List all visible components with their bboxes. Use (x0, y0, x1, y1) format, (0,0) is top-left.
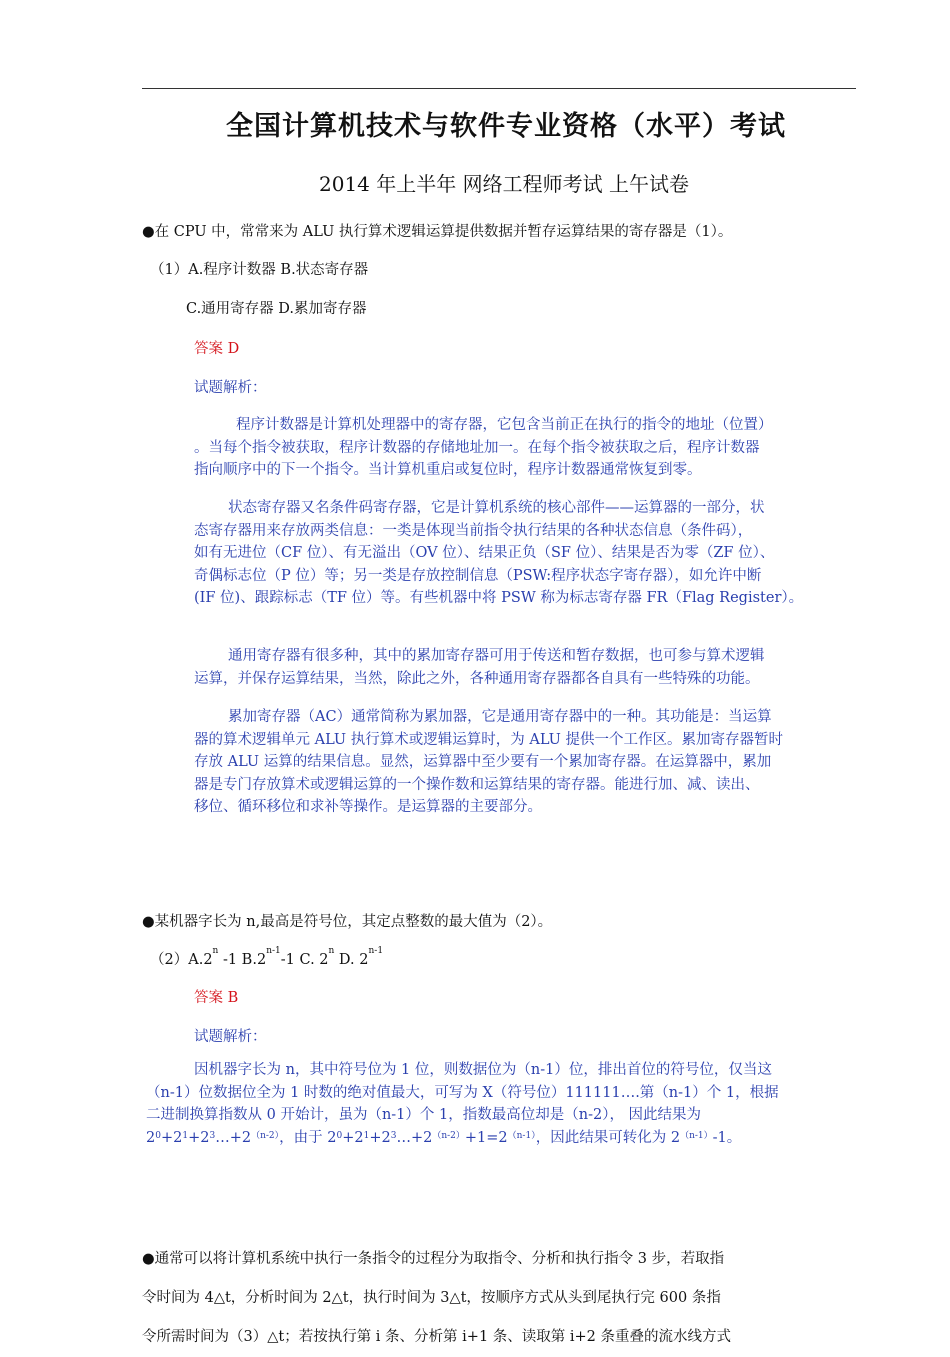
analysis-line: 如有无进位（CF 位）、有无溢出（OV 位）、结果正负（SF 位）、结果是否为零（ZF 位）、 (194, 545, 775, 561)
analysis-line: 运算，并保存运算结果，当然，除此之外，各种通用寄存器都各自具有一些特殊的功能。 (194, 670, 760, 687)
analysis-line: 二进制换算指数从 0 开始计，虽为（n-1）个 1，指数最高位却是（n-2）， 因此结果为 (146, 1107, 702, 1123)
analysis-line: （n-1）位数据位全为 1 时数的绝对值最大，可写为 X（符号位）111111….第（n-1）个 1，根据 (146, 1084, 779, 1101)
exam-subtitle: 2014 年上半年 网络工程师考试 上午试卷 (319, 172, 689, 196)
analysis-line: 通用寄存器有很多种，其中的累加寄存器可用于传送和暂存数据，也可参与算术逻辑 (228, 648, 765, 664)
analysis-line: 移位、循环移位和求补等操作。是运算器的主要部分。 (194, 799, 542, 815)
question-1-stem: ●在 CPU 中，常常来为 ALU 执行算术逻辑运算提供数据并暂存运算结果的寄存器是（1）。 (142, 224, 733, 240)
analysis-line: 器是专门存放算术或逻辑运算的一个操作数和运算结果的寄存器。能进行加、减、读出、 (194, 776, 760, 793)
analysis-line: 态寄存器用来存放两类信息：一类是体现当前指令执行结果的各种状态信息（条件码）， (194, 522, 753, 539)
question-1-analysis-status (194, 497, 803, 610)
analysis-line: 指向顺序中的下一个指令。当计算机重启或复位时，程序计数器通常恢复到零。 (194, 462, 702, 478)
analysis-line: 器的算术逻辑单元 ALU 执行算术或逻辑运算时，为 ALU 提供一个工作区。累加寄存器暂时 (194, 731, 783, 748)
question-1-options-ab: （1）A.程序计数器 B.状态寄存器 (150, 262, 369, 278)
question-1-analysis-pc (194, 414, 773, 482)
header-rule (142, 88, 856, 89)
question-line: ●通常可以将计算机系统中执行一条指令的过程分为取指令、分析和执行指令 3 步，若取指 (142, 1251, 725, 1267)
question-1-analysis-label: 试题解析： (194, 380, 267, 396)
question-1-analysis-general (194, 645, 765, 690)
analysis-line: 。当每个指令被获取，程序计数器的存储地址加一。在每个指令被获取之后，程序计数器 (194, 439, 760, 456)
analysis-line: 程序计数器是计算机处理器中的寄存器，它包含当前正在执行的指令的地址（位置） (236, 417, 773, 433)
analysis-line: (IF 位)、跟踪标志（TF 位）等。有些机器中将 PSW 称为标志寄存器 FR（Flag Register）。 (194, 590, 804, 606)
question-2-analysis-label: 试题解析： (194, 1029, 267, 1045)
analysis-line: 奇偶标志位（P 位）等；另一类是存放控制信息（PSW:程序状态字寄存器），如允许中断 (194, 567, 762, 584)
question-1-options-cd: C.通用寄存器 D.累加寄存器 (186, 301, 367, 317)
analysis-formula-line: $2^0+2^1+2^3\dots+2^{(n-2)}$，由于 $2^0+2^1+2^3\dots+2^{(n-2)}+1=2^{(n-1)}$，因此结果可转化为 $2^{(n-1)}-1$。 (146, 1129, 742, 1146)
question-1-answer: 答案 D (194, 341, 240, 357)
question-2-analysis (146, 1059, 779, 1149)
question-2-answer: 答案 B (194, 990, 239, 1006)
exam-title: 全国计算机技术与软件专业资格（水平）考试 (226, 111, 786, 142)
question-1-analysis-accumulator (194, 706, 783, 819)
analysis-line: 因机器字长为 n，其中符号位为 1 位，则数据位为（n-1）位，排出首位的符号位，仅当这 (194, 1062, 772, 1078)
analysis-line: 存放 ALU 运算的结果信息。显然，运算器中至少要有一个累加寄存器。在运算器中，累加 (194, 754, 772, 770)
question-line: 令所需时间为（3）△t；若按执行第 i 条、分析第 i+1 条、读取第 i+2 条重叠的流水线方式 (142, 1329, 732, 1345)
question-line: 令时间为 4△t，分析时间为 2△t，执行时间为 3△t，按顺序方式从头到尾执行完 600 条指 (142, 1290, 721, 1306)
analysis-line: 累加寄存器（AC）通常简称为累加器，它是通用寄存器中的一种。其功能是：当运算 (228, 709, 772, 725)
question-2-options: （2）A.2$^n$ -1 B.2$^{n-1}$-1 C. 2$^n$ D. 2$^{n-1}$ (150, 946, 384, 968)
question-3-stem (142, 1240, 731, 1357)
analysis-line: 状态寄存器又名条件码寄存器，它是计算机系统的核心部件——运算器的一部分，状 (228, 500, 765, 516)
question-2-stem: ●某机器字长为 n,最高是符号位，其定点整数的最大值为（2）。 (142, 914, 553, 930)
